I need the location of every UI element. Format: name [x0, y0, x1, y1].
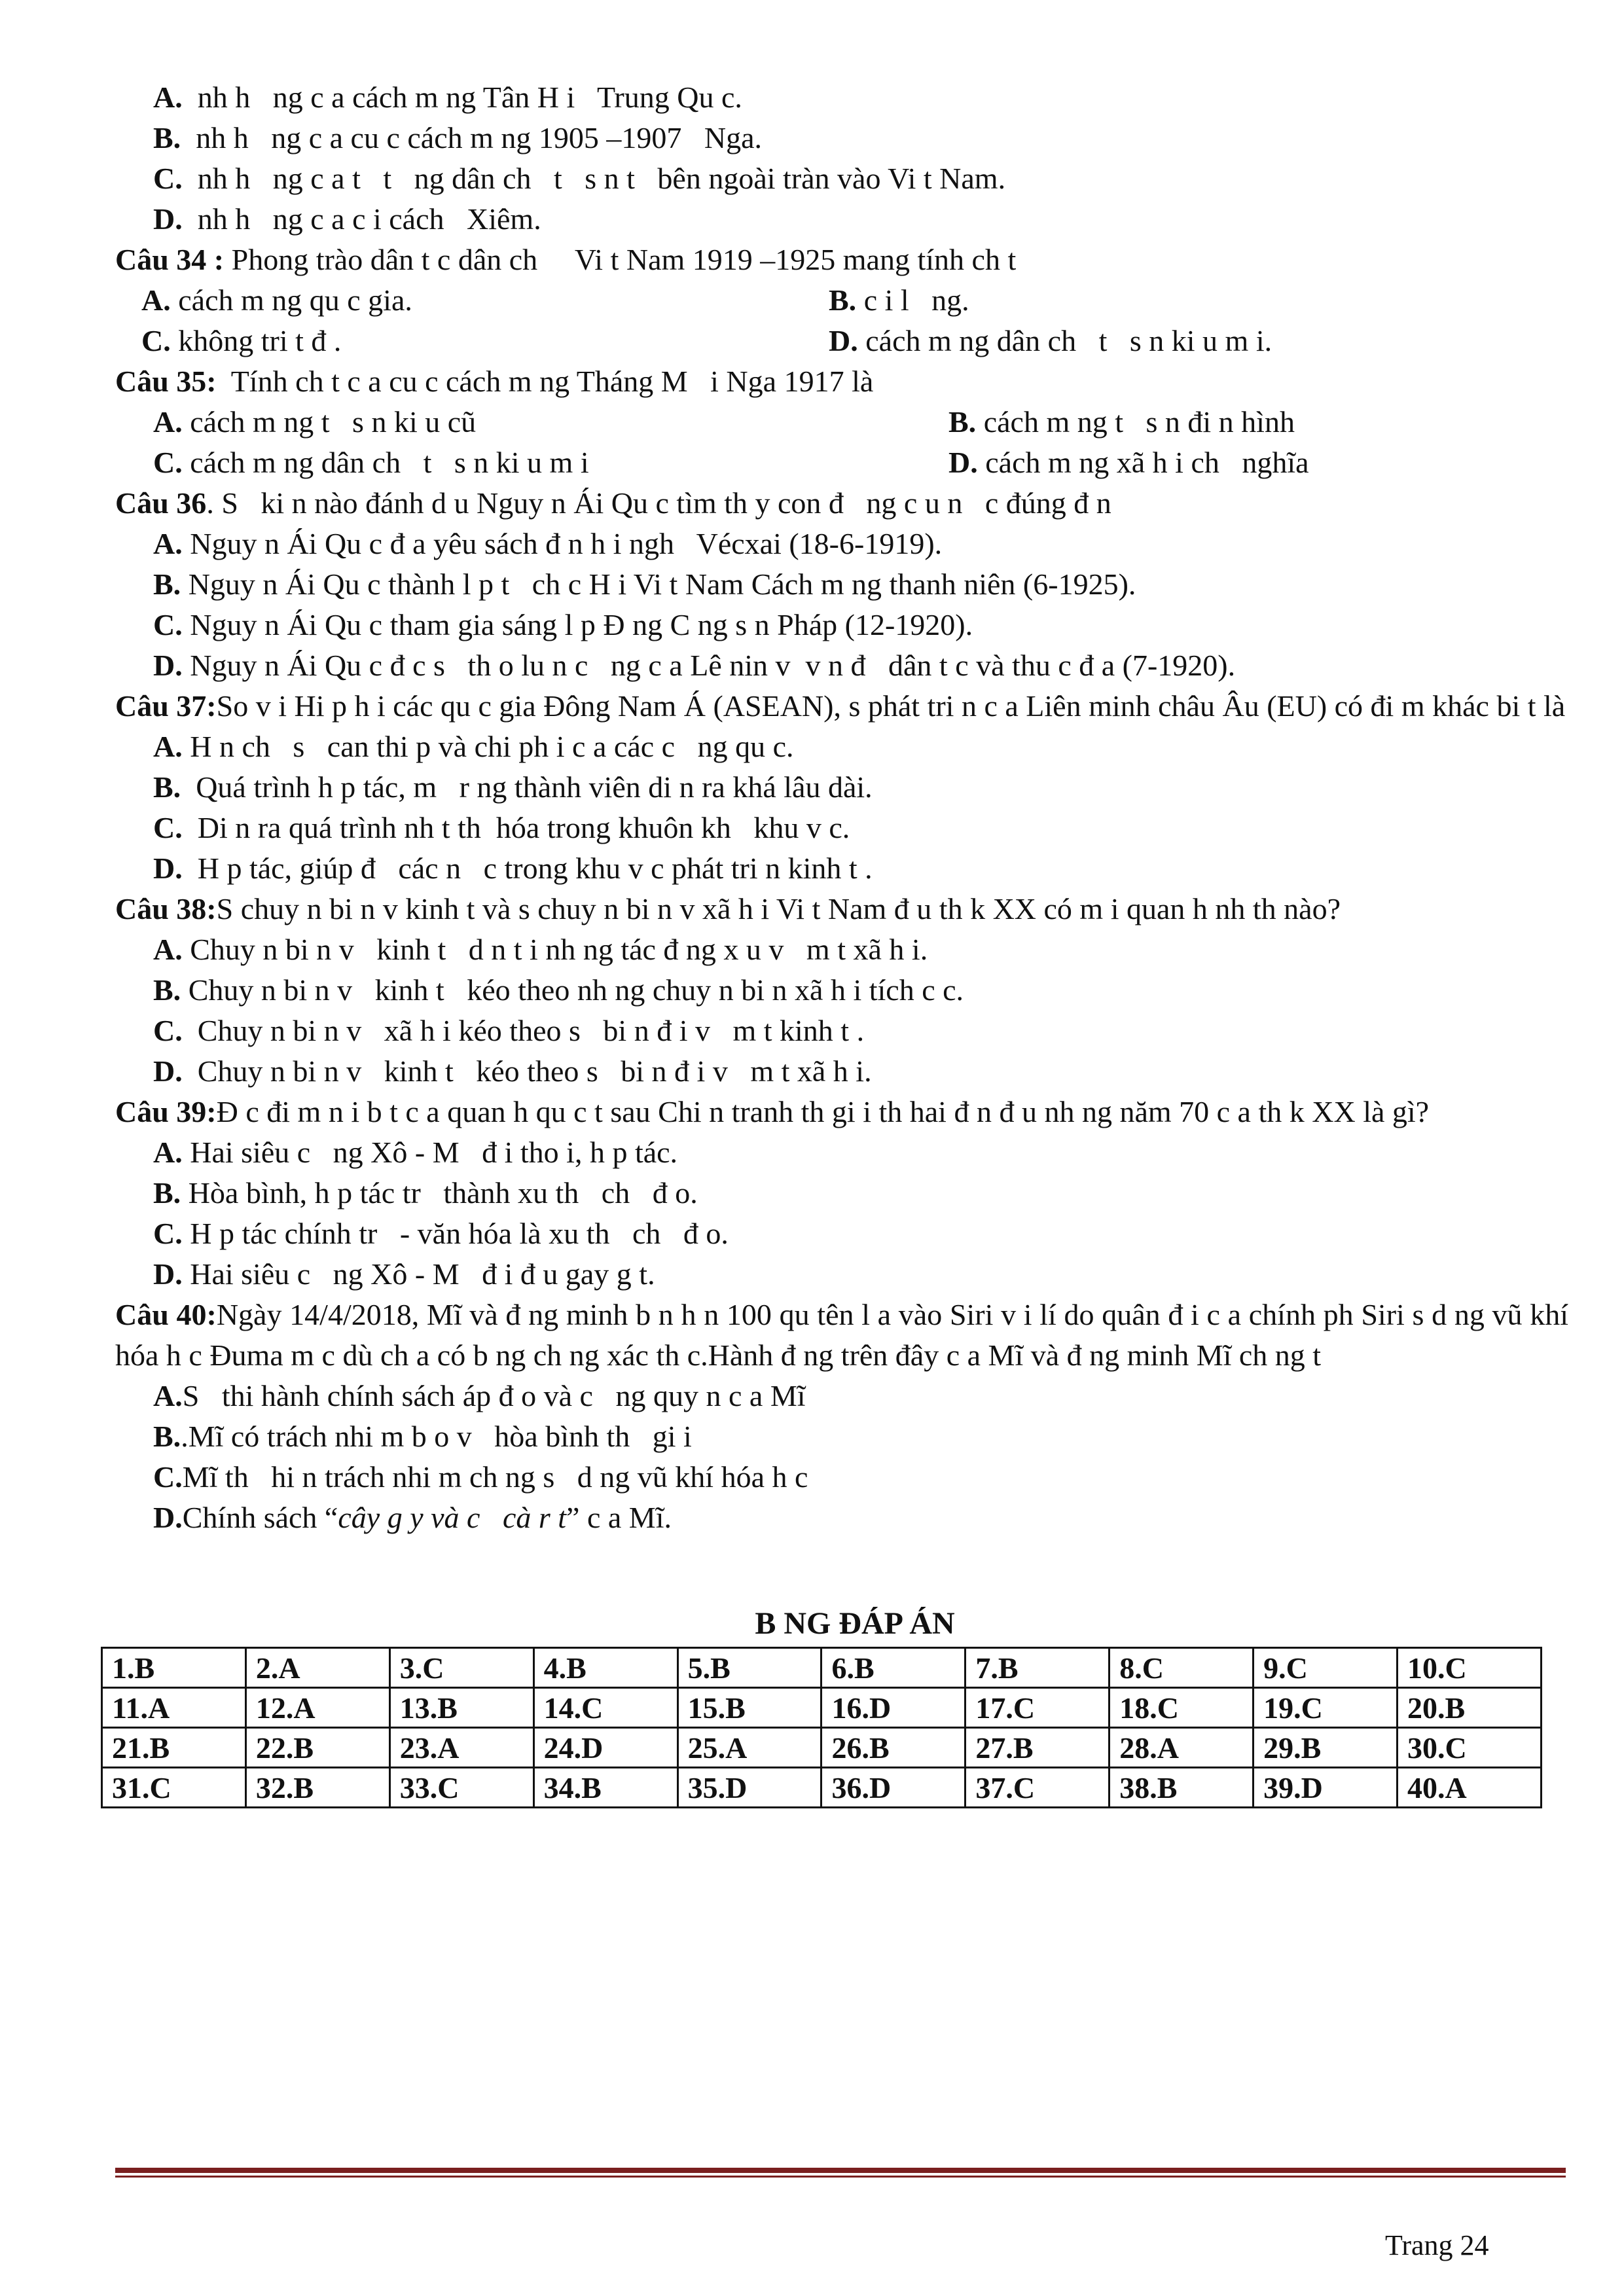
option-d: D. Hai siêu c ng Xô - M đ i đ u gay g t. — [153, 1257, 655, 1291]
option-a: A. Chuy n bi n v kinh t d n t i nh ng tác đ ng x u v m t xã h i. — [153, 933, 928, 966]
answer-cell: 38.B — [1110, 1768, 1254, 1808]
question-39: Câu 39:Đ c đi m n i b t c a quan h qu c t sau Chi n tranh th gi i th hai đ n đ u nh ng năm 70 c a th k XX là gì? — [115, 1095, 1430, 1128]
option-c: C. Chuy n bi n v xã h i kéo theo s bi n đ i v m t kinh t . — [153, 1014, 865, 1047]
option-c: C. Di n ra quá trình nh t th hóa trong khuôn kh khu v c. — [153, 811, 850, 844]
answer-key-title: B NG ĐÁP ÁN — [755, 1606, 955, 1641]
answer-cell: 34.B — [533, 1768, 677, 1808]
option-b: B. Quá trình h p tác, m r ng thành viên di n ra khá lâu dài. — [153, 770, 873, 804]
answer-cell: 23.A — [389, 1728, 533, 1768]
answer-cell: 35.D — [677, 1768, 821, 1808]
footer-rule-thin — [115, 2176, 1566, 2178]
option-d: D. Chuy n bi n v kinh t kéo theo s bi n đ i v m t xã h i. — [153, 1054, 872, 1088]
table-row — [102, 1648, 1542, 1688]
option-d: D. cách m ng dân ch t s n ki u m i. — [829, 324, 1272, 357]
option-a: A. cách m ng t s n ki u cũ — [153, 405, 477, 439]
document-page — [112, 77, 1569, 1808]
answer-cell: 10.C — [1398, 1648, 1542, 1688]
option-b: B. Chuy n bi n v kinh t kéo theo nh ng chuy n bi n xã h i tích c c. — [153, 973, 964, 1007]
answer-cell: 14.C — [533, 1688, 677, 1728]
answer-cell: 36.D — [821, 1768, 965, 1808]
answer-cell: 11.A — [102, 1688, 246, 1728]
answer-cell: 32.B — [245, 1768, 389, 1808]
answer-cell: 26.B — [821, 1728, 965, 1768]
option-b: B. nh h ng c a cu c cách m ng 1905 –1907 Nga. — [153, 121, 763, 154]
answer-cell: 33.C — [389, 1768, 533, 1808]
answer-cell: 28.A — [1110, 1728, 1254, 1768]
footer-rule — [115, 2168, 1566, 2173]
question-36: Câu 36. S ki n nào đánh d u Nguy n Ái Qu c tìm th y con đ ng c u n c đúng đ n — [115, 486, 1111, 520]
answer-cell: 12.A — [245, 1688, 389, 1728]
option-d: D. cách m ng xã h i ch nghĩa — [948, 446, 1309, 479]
question-35-options-row-2 — [115, 442, 1568, 483]
answer-cell: 30.C — [1398, 1728, 1542, 1768]
answer-cell: 7.B — [965, 1648, 1110, 1688]
option-c: C. cách m ng dân ch t s n ki u m i — [153, 446, 589, 479]
answer-cell: 6.B — [821, 1648, 965, 1688]
answer-cell: 40.A — [1398, 1768, 1542, 1808]
answer-cell: 20.B — [1398, 1688, 1542, 1728]
answer-cell: 15.B — [677, 1688, 821, 1728]
question-34: Câu 34 : Phong trào dân t c dân ch Vi t Nam 1919 –1925 mang tính ch t — [115, 243, 1017, 276]
answer-cell: 2.A — [245, 1648, 389, 1688]
answer-cell: 9.C — [1254, 1648, 1398, 1688]
option-c: C. H p tác chính tr - văn hóa là xu th ch đ o. — [153, 1217, 729, 1250]
option-a: A.S thi hành chính sách áp đ o và c ng quy n c a Mĩ — [153, 1379, 806, 1412]
answer-cell: 19.C — [1254, 1688, 1398, 1728]
answer-cell: 16.D — [821, 1688, 965, 1728]
answer-key-table — [101, 1647, 1542, 1808]
question-34-options-row-1 — [115, 280, 1568, 321]
option-c: C. Nguy n Ái Qu c tham gia sáng l p Đ ng C ng s n Pháp (12-1920). — [153, 608, 973, 641]
option-a: A. Nguy n Ái Qu c đ a yêu sách đ n h i ngh Vécxai (18-6-1919). — [153, 527, 943, 560]
answer-cell: 27.B — [965, 1728, 1110, 1768]
answer-cell: 5.B — [677, 1648, 821, 1688]
answer-cell: 1.B — [102, 1648, 246, 1688]
answer-cell: 13.B — [389, 1688, 533, 1728]
option-c: C.Mĩ th hi n trách nhi m ch ng s d ng vũ khí hóa h c — [153, 1460, 808, 1494]
answer-cell: 4.B — [533, 1648, 677, 1688]
question-40: Câu 40:Ngày 14/4/2018, Mĩ và đ ng minh b n h n 100 qu tên l a vào Siri v i lí do quân đ i c a chính ph Siri s d ng vũ khí hóa h c Đuma m c dù ch a có b ng ch ng xác th c.Hành đ ng trên đây c a Mĩ và đ ng minh Mĩ ch ng t — [115, 1298, 1569, 1372]
option-b: B. Hòa bình, h p tác tr thành xu th ch đ o. — [153, 1176, 698, 1210]
answer-cell: 18.C — [1110, 1688, 1254, 1728]
answer-cell: 31.C — [102, 1768, 246, 1808]
answer-cell: 8.C — [1110, 1648, 1254, 1688]
question-35: Câu 35: Tính ch t c a cu c cách m ng Tháng M i Nga 1917 là — [115, 365, 874, 398]
table-row — [102, 1768, 1542, 1808]
option-b: B. cách m ng t s n đi n hình — [948, 405, 1295, 439]
answer-cell: 29.B — [1254, 1728, 1398, 1768]
option-d: D.Chính sách “cây g y và c cà r t” c a Mĩ. — [153, 1501, 672, 1534]
option-a: A. Hai siêu c ng Xô - M đ i tho i, h p tác. — [153, 1136, 678, 1169]
option-d: D. H p tác, giúp đ các n c trong khu v c phát tri n kinh t . — [153, 852, 873, 885]
option-b: B. c i l ng. — [829, 283, 969, 317]
option-d: D. Nguy n Ái Qu c đ c s th o lu n c ng c a Lê nin v v n đ dân t c và thu c đ a (7-1920). — [153, 649, 1236, 682]
option-a: A. H n ch s can thi p và chi ph i c a các c ng qu c. — [153, 730, 794, 763]
option-d: D. nh h ng c a c i cách Xiêm. — [153, 202, 541, 236]
answer-cell: 22.B — [245, 1728, 389, 1768]
option-a: A. nh h ng c a cách m ng Tân H i Trung Qu c. — [153, 81, 742, 114]
answer-cell: 39.D — [1254, 1768, 1398, 1808]
answer-cell: 25.A — [677, 1728, 821, 1768]
answer-cell: 17.C — [965, 1688, 1110, 1728]
option-b: B. Nguy n Ái Qu c thành l p t ch c H i Vi t Nam Cách m ng thanh niên (6-1925). — [153, 567, 1136, 601]
table-row — [102, 1688, 1542, 1728]
question-34-options-row-2 — [115, 321, 1568, 361]
question-37: Câu 37:So v i Hi p h i các qu c gia Đông Nam Á (ASEAN), s phát tri n c a Liên minh châu Âu (EU) có đi m khác bi t là — [115, 689, 1566, 723]
answer-cell: 24.D — [533, 1728, 677, 1768]
table-row — [102, 1728, 1542, 1768]
answer-cell: 37.C — [965, 1768, 1110, 1808]
option-c: C. nh h ng c a t t ng dân ch t s n t bên ngoài tràn vào Vi t Nam. — [153, 162, 1006, 195]
answer-cell: 21.B — [102, 1728, 246, 1768]
answer-cell: 3.C — [389, 1648, 533, 1688]
option-a: A. cách m ng qu c gia. — [141, 283, 412, 317]
question-38: Câu 38:S chuy n bi n v kinh t và s chuy n bi n v xã h i Vi t Nam đ u th k XX có m i quan h nh th nào? — [115, 892, 1341, 925]
question-35-options-row-1 — [115, 402, 1568, 442]
page-number: Trang 24 — [1385, 2229, 1489, 2261]
option-b: B..Mĩ có trách nhi m b o v hòa bình th gi i — [153, 1420, 692, 1453]
option-c: C. không tri t đ . — [141, 324, 342, 357]
